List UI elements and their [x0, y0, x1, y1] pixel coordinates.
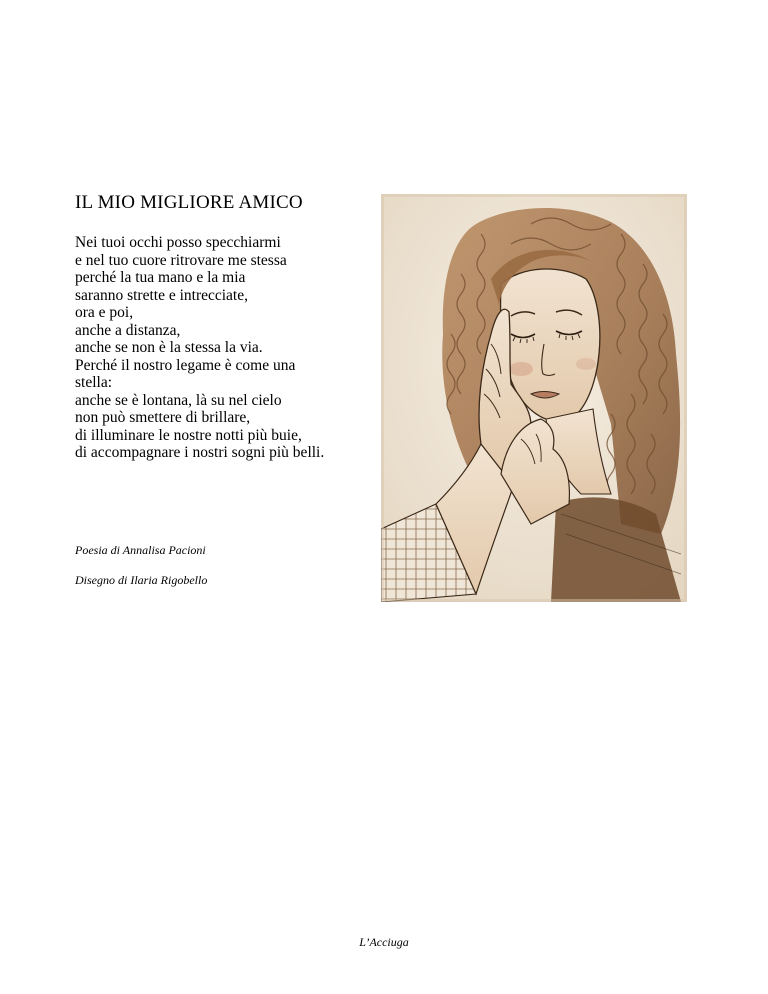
poem-line: e nel tuo cuore ritrovare me stessa [75, 251, 287, 269]
poem-line: di illuminare le nostre notti più buie, [75, 426, 302, 444]
poem-line: perché la tua mano e la mia [75, 269, 246, 286]
poem-line: ora e poi, [75, 304, 134, 321]
poem-line: anche se è lontana, là su nel cielo [75, 391, 282, 409]
poem-body [75, 234, 375, 462]
poem-title: IL MIO MIGLIORE AMICO [75, 192, 303, 213]
poem-line: stella: [75, 374, 113, 391]
poem-line: anche se non è la stessa la via. [75, 339, 263, 356]
portrait-drawing-icon [381, 194, 687, 602]
poem-line: saranno strette e intrecciate, [75, 286, 248, 304]
poem-line: Nei tuoi occhi posso specchiarmi [75, 234, 281, 251]
poem-line: non può smettere di brillare, [75, 409, 251, 426]
artist-credit: Disegno di Ilaria Rigobello [75, 573, 208, 587]
portrait-illustration [381, 194, 687, 602]
poem-line: anche a distanza, [75, 321, 181, 339]
footer-publication-name: L’Acciuga [359, 935, 409, 949]
poem-line: di accompagnare i nostri sogni più belli. [75, 444, 325, 461]
poem-line: Perché il nostro legame è come una [75, 356, 296, 374]
poet-credit: Poesia di Annalisa Pacioni [75, 543, 206, 557]
